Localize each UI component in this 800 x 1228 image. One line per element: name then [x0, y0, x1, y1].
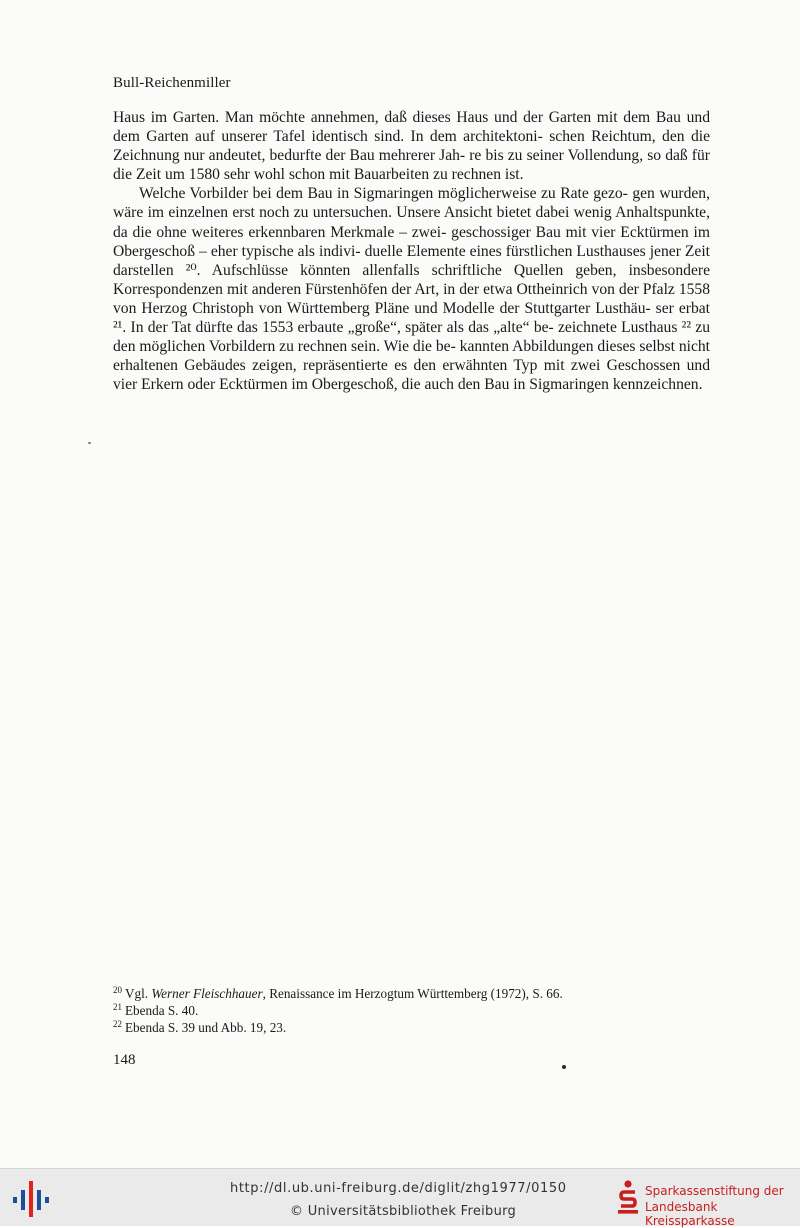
text-line: kannten Abbildungen dieses selbst nicht erhaltenen Gebäudes zeigen, repräsentierte: [113, 338, 711, 375]
text-line: anderen Fürstenhöfen der Art, in der etwa Ottheinrich von der Pfalz 1558 von: [113, 280, 711, 317]
paragraph: [113, 184, 710, 394]
text-line: re bis zu seiner Vollendung, so daß für die Zeit um 1580 sehr wohl schon mit: [113, 147, 710, 184]
text-line: es den erwähnten Typ mit zwei Geschossen und vier Erkern oder Ecktürmen im: [113, 357, 710, 394]
page-number: 148: [113, 1052, 136, 1068]
scan-speck: [88, 442, 91, 444]
footer-bar: [0, 1168, 800, 1226]
sparkasse-s-icon[interactable]: [618, 1180, 638, 1218]
text-line: ser erbat ²¹. In der Tat dürfte das 1553 erbaute „große“, später als das „alte“ be-: [113, 299, 710, 337]
text-line: Herzog Christoph von Württemberg Pläne und Modelle der Stuttgarter Lusthäu-: [141, 299, 651, 317]
footer-copyright: © Universitätsbibliothek Freiburg: [290, 1204, 517, 1219]
footnote-marker: 21: [113, 1002, 122, 1013]
footnote: [113, 985, 713, 1002]
footnote: [113, 1019, 713, 1036]
paragraph: [113, 108, 710, 184]
footnote-text: Vgl.: [125, 986, 152, 1001]
text-line: könnten allenfalls schriftliche Quellen geben, insbesondere Korrespondenzen mit: [113, 261, 710, 298]
text-line: schen Reichtum, den die Zeichnung nur andeutet, bedurfte der Bau mehrerer Jah-: [113, 128, 711, 165]
text-line: gen wurden, wäre im einzelnen erst noch zu untersuchen. Unsere Ansicht bietet: [113, 185, 710, 222]
text-line: Welche Vorbilder bei dem Bau in Sigmaringen möglicherweise zu Rate gezo-: [139, 185, 628, 203]
text-line: Haus im Garten. Man möchte annehmen, daß dieses Haus und der Garten mit: [113, 109, 618, 126]
footnote-text: Ebenda S. 40.: [125, 1003, 199, 1019]
footnote-marker: 20: [113, 985, 122, 995]
body-text: [113, 108, 710, 394]
footnote-text: , Renaissance im Herzogtum Württemberg (1972), S. 66.: [262, 986, 563, 1001]
running-head: Bull-Reichenmiller: [113, 75, 231, 91]
footnote-author: Werner Fleischhauer: [151, 986, 263, 1001]
text-line: geschossiger Bau mit vier Ecktürmen im Obergeschoß – eher typische als indivi-: [113, 223, 710, 260]
footnote-marker: 22: [113, 1019, 122, 1030]
text-line: dem Bau und dem Garten auf unserer Tafel identisch sind. In dem architektoni-: [113, 109, 711, 146]
text-line: Obergeschoß, die auch den Bau in Sigmaringen kennzeichnen.: [311, 376, 703, 394]
text-line: duelle Elemente eines fürstlichen Lusthauses jener Zeit darstellen ²⁰. Aufschlüsse: [113, 242, 711, 279]
text-line: dabei wenig Anhaltspunkte, da die ohne weiteres erkennbaren Merkmale – zwei-: [113, 204, 710, 241]
sponsor-name-line2[interactable]: Landesbank Kreissparkasse: [645, 1200, 735, 1228]
footer-url-link[interactable]: http://dl.ub.uni-freiburg.de/diglit/zhg1977/0150: [230, 1181, 567, 1196]
footnote-text: Ebenda S. 39 und Abb. 19, 23.: [125, 1020, 287, 1036]
footnote: [113, 1002, 713, 1019]
footnotes: [113, 985, 713, 1037]
sponsor-name-line1[interactable]: Sparkassenstiftung der: [645, 1184, 784, 1198]
text-line: zeichnete Lusthaus ²² zu den möglichen Vorbildern zu rechnen sein. Wie die be-: [113, 319, 710, 356]
viewer-logo-icon[interactable]: [11, 1177, 51, 1221]
scan-speck: [562, 1065, 566, 1069]
text-line: Bauarbeiten zu rechnen ist.: [353, 166, 524, 184]
